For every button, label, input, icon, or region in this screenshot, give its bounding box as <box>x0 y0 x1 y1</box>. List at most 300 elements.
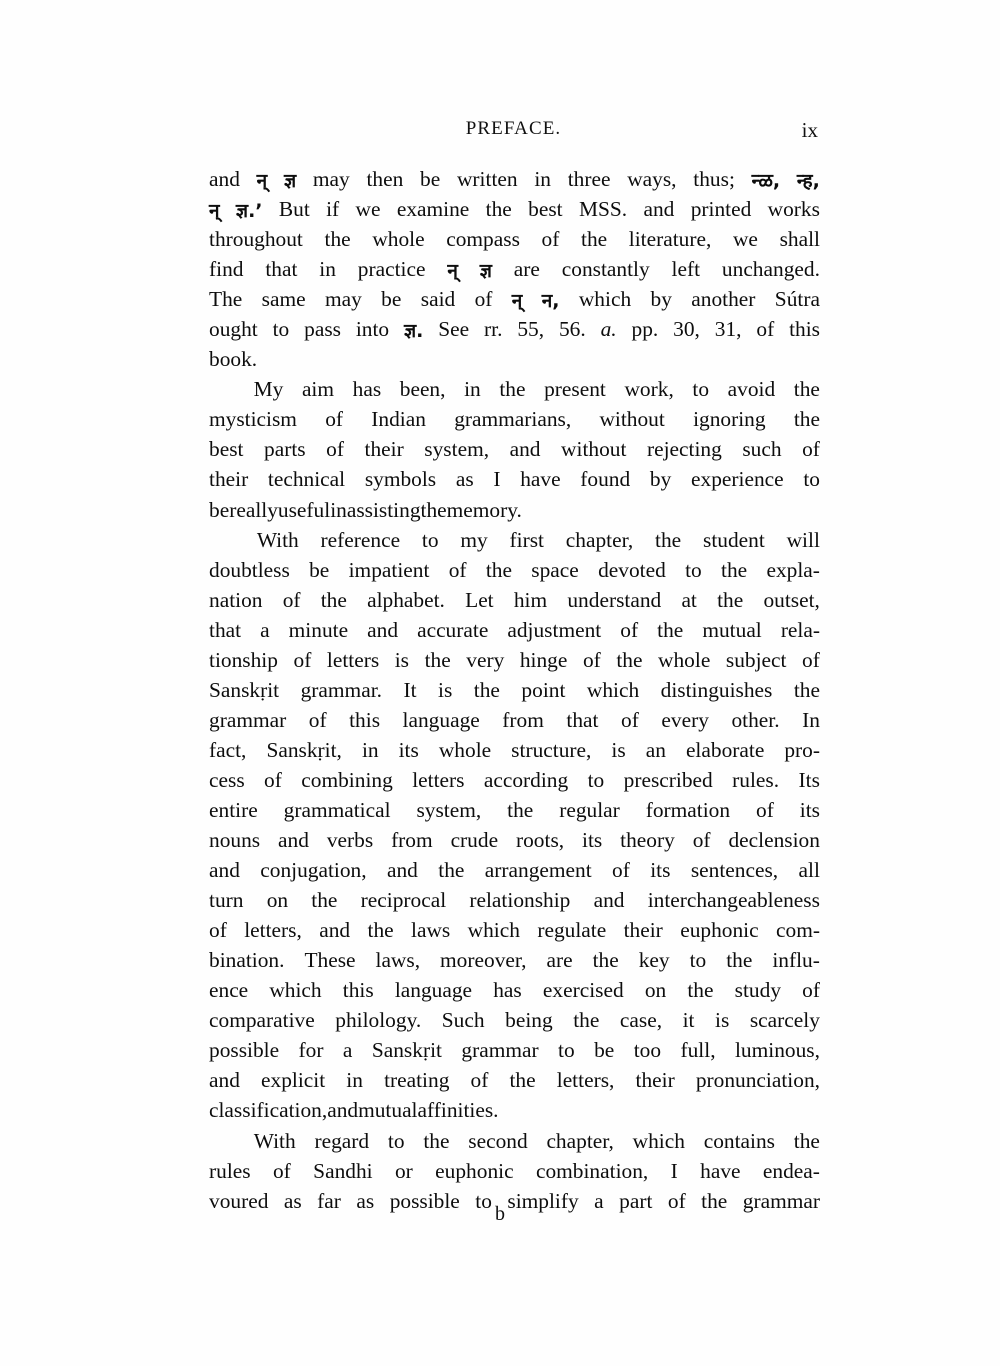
word: practice <box>357 257 426 282</box>
word: without <box>561 437 627 462</box>
word: ence <box>209 978 249 1003</box>
word: to <box>387 1128 405 1153</box>
text-line <box>209 735 820 765</box>
word: to <box>421 527 439 552</box>
word: compass <box>446 227 520 252</box>
word: constantly <box>561 257 650 282</box>
word: its <box>799 797 820 822</box>
word: as <box>455 467 474 492</box>
word: formation <box>645 797 731 822</box>
word: first <box>509 527 544 552</box>
devanagari-glyph: न् <box>209 200 220 223</box>
text-line <box>209 464 820 494</box>
word: entire <box>209 797 258 822</box>
word: regard <box>314 1128 370 1153</box>
word: all <box>798 858 820 883</box>
word: chapter, <box>565 527 634 552</box>
word: and <box>386 858 418 883</box>
word: printed <box>690 197 752 222</box>
word: second <box>468 1128 528 1153</box>
word: letters <box>412 767 465 792</box>
word: another <box>691 287 756 312</box>
word: the <box>687 978 714 1003</box>
word: crude <box>450 828 499 853</box>
word: doubtless <box>209 557 290 582</box>
word: grammar <box>742 1188 820 1213</box>
word: as <box>356 1188 375 1213</box>
word: three <box>567 167 611 191</box>
word: of <box>756 797 774 822</box>
word: nouns <box>209 828 261 853</box>
text-line <box>209 945 820 975</box>
word: of <box>470 1068 489 1093</box>
word: be <box>381 287 402 312</box>
word: their <box>635 1068 675 1093</box>
word: Sanskṛit <box>371 1038 442 1063</box>
word: of <box>293 647 312 672</box>
word: which <box>467 918 520 943</box>
word: then <box>366 167 404 191</box>
word: by <box>649 467 672 492</box>
word: in <box>346 1068 363 1093</box>
word: of <box>620 617 639 642</box>
word: interchangeableness <box>647 888 820 913</box>
word: to <box>587 767 605 792</box>
word: moreover, <box>440 948 527 973</box>
word: is <box>611 737 626 762</box>
word: impatient <box>348 557 430 582</box>
word: the <box>657 617 684 642</box>
word: been, <box>399 377 446 402</box>
word: combining <box>301 767 393 792</box>
devanagari-glyph: न, <box>541 290 560 313</box>
text-line <box>209 374 820 404</box>
word: regulate <box>537 918 607 943</box>
italic-word: a. <box>600 317 617 342</box>
word: find <box>209 257 244 282</box>
word: best <box>528 197 563 222</box>
word: nation <box>209 587 263 612</box>
word: But <box>278 197 310 222</box>
word: See <box>438 317 470 342</box>
word: in <box>361 737 379 762</box>
word: this <box>342 978 374 1003</box>
word: to <box>685 557 702 582</box>
word: understand <box>567 587 662 612</box>
word: at <box>681 587 697 612</box>
word: of <box>802 647 820 672</box>
word: the <box>581 227 608 252</box>
word: have <box>700 1158 741 1183</box>
word: elaborate <box>685 737 765 762</box>
text-line <box>209 194 820 224</box>
word: luminous, <box>734 1038 820 1063</box>
numeral: 56. <box>558 317 586 342</box>
word: are <box>546 948 573 973</box>
word: These <box>304 948 356 973</box>
word: of <box>474 287 493 312</box>
word: euphonic <box>680 918 759 943</box>
word: be <box>594 1038 615 1063</box>
devanagari-glyph: न्ळ, <box>751 170 781 192</box>
word: from <box>391 828 433 853</box>
word: of <box>802 978 820 1003</box>
word: which <box>586 677 640 702</box>
word: combination, <box>535 1158 649 1183</box>
text-line <box>209 164 820 194</box>
word: literature, <box>628 227 712 252</box>
word: reciprocal <box>360 888 447 913</box>
word: the <box>311 888 338 913</box>
word: are <box>513 257 540 282</box>
word: distinguishes <box>660 677 773 702</box>
word: to <box>692 377 710 402</box>
word: of <box>802 437 820 462</box>
word: will <box>786 527 820 552</box>
text-line <box>209 1005 820 1035</box>
word: of <box>448 557 467 582</box>
word: It <box>403 677 417 702</box>
word: of <box>325 407 344 432</box>
word: this <box>789 317 820 342</box>
word: space <box>531 557 579 582</box>
word: grammar <box>461 1038 539 1063</box>
word: the <box>793 1128 820 1153</box>
word: letters <box>326 647 380 672</box>
word: is <box>715 1008 730 1033</box>
word: may <box>324 287 362 312</box>
word: this <box>349 707 381 732</box>
word: laws, <box>375 948 421 973</box>
word: student <box>703 527 765 552</box>
text-line <box>209 975 820 1005</box>
word: in <box>464 377 481 402</box>
word: an <box>645 737 666 762</box>
word: pp. <box>631 317 659 342</box>
word: a <box>594 1188 604 1213</box>
text-line <box>209 495 820 525</box>
word: verbs <box>326 828 374 853</box>
word: other. <box>731 707 780 732</box>
word: and <box>509 437 541 462</box>
word: its <box>582 828 603 853</box>
word: being <box>505 1008 553 1033</box>
devanagari-glyph: न्ह, <box>796 170 820 192</box>
devanagari-glyph: न् <box>511 290 523 313</box>
text-line <box>209 645 820 675</box>
word: is <box>394 647 409 672</box>
word: the <box>655 527 682 552</box>
word: language <box>402 707 480 732</box>
word: throughout <box>209 227 303 252</box>
word: I <box>493 467 501 492</box>
word: grammar. <box>300 677 382 702</box>
word: assisting <box>346 497 421 522</box>
word: to <box>803 467 820 492</box>
word: the <box>793 407 820 432</box>
word: tionship <box>209 647 278 672</box>
word: the <box>509 1068 536 1093</box>
word: and <box>209 858 240 883</box>
word: ignoring <box>693 407 766 432</box>
text-line <box>209 795 820 825</box>
word: letters, <box>556 1068 615 1093</box>
word: exercised <box>542 978 624 1003</box>
word: may <box>312 167 350 191</box>
word: arrangement <box>484 858 592 883</box>
paragraph <box>209 374 820 524</box>
word: theory <box>620 828 675 853</box>
word: the <box>793 677 820 702</box>
paragraph <box>209 164 820 374</box>
word: reference <box>320 527 401 552</box>
text-line <box>209 254 820 284</box>
word: on <box>644 978 667 1003</box>
word: possible <box>209 1038 280 1063</box>
paragraph <box>209 525 820 1126</box>
word: my <box>460 527 488 552</box>
numeral: 30, <box>673 317 700 342</box>
word: expla- <box>766 557 820 582</box>
devanagari-glyph: ज्ञ <box>283 170 297 192</box>
text-line <box>209 224 820 254</box>
word: for <box>298 1038 324 1063</box>
word: voured <box>209 1188 269 1213</box>
word: their <box>209 467 249 492</box>
word: of <box>541 227 560 252</box>
word: com- <box>776 918 820 943</box>
running-head-title: PREFACE. <box>465 118 562 139</box>
word: symbols <box>364 467 437 492</box>
word: of <box>209 918 227 943</box>
text-line <box>209 434 820 464</box>
text-line <box>209 825 820 855</box>
word: be <box>209 497 230 522</box>
word: Such <box>441 1008 485 1033</box>
word: the <box>726 948 753 973</box>
text-line <box>209 404 820 434</box>
word: alphabet. <box>367 587 445 612</box>
word: said <box>420 287 456 312</box>
word: pass <box>304 317 341 342</box>
page-folio-number: ix <box>801 118 818 142</box>
word: every <box>661 707 709 732</box>
word: euphonic <box>435 1158 514 1183</box>
text-line <box>209 344 820 374</box>
word: system, <box>416 797 482 822</box>
word: devoted <box>598 557 666 582</box>
word: to <box>689 948 707 973</box>
word: is <box>438 677 453 702</box>
word: case, <box>619 1008 663 1033</box>
word: bination. <box>209 948 285 973</box>
word: from <box>502 707 544 732</box>
word: left <box>671 257 701 282</box>
word: a <box>260 617 270 642</box>
word: whole <box>438 737 492 762</box>
body-text-block <box>209 164 820 1216</box>
word: the <box>438 858 465 883</box>
text-line <box>209 1156 820 1186</box>
word: it <box>682 1008 695 1033</box>
word: the <box>324 227 351 252</box>
word: has <box>352 377 382 402</box>
word: their <box>623 918 663 943</box>
word: Indian <box>371 407 426 432</box>
word: grammatical <box>283 797 391 822</box>
word: be <box>420 167 441 191</box>
word: contains <box>703 1128 776 1153</box>
text-line <box>209 705 820 735</box>
word: a <box>342 1038 353 1063</box>
word: system, <box>424 437 490 462</box>
word: MSS. <box>578 197 628 222</box>
word: such <box>742 437 782 462</box>
word: to <box>272 317 290 342</box>
word: parts <box>264 437 306 462</box>
word: the <box>507 797 534 822</box>
word: into <box>355 317 390 342</box>
word: regular <box>559 797 620 822</box>
signature-mark: b <box>495 1203 505 1225</box>
text-line <box>209 765 820 795</box>
word: the <box>717 587 744 612</box>
word: to <box>475 1188 492 1213</box>
word: its <box>650 858 671 883</box>
word: shall <box>779 227 820 252</box>
word: or <box>394 1158 413 1183</box>
devanagari-glyph: ज्ञ <box>479 260 492 283</box>
word: With <box>253 1128 296 1153</box>
word: and <box>319 918 351 943</box>
word: the <box>473 677 500 702</box>
word: in <box>330 497 347 522</box>
word: rules <box>209 1158 251 1183</box>
word: on <box>266 888 289 913</box>
word: the <box>499 377 526 402</box>
word: we <box>732 227 758 252</box>
word: rela- <box>780 617 820 642</box>
text-line <box>209 1065 820 1095</box>
text-line <box>209 885 820 915</box>
word: useful <box>277 497 331 522</box>
word: scarcely <box>749 1008 820 1033</box>
word: relationship <box>469 888 571 913</box>
text-line <box>209 615 820 645</box>
running-head <box>209 118 818 144</box>
word: part <box>619 1188 653 1213</box>
word: we <box>355 197 381 222</box>
word: the <box>721 557 748 582</box>
devanagari-glyph: न् <box>447 260 458 283</box>
word: affinities. <box>417 1098 499 1123</box>
text-line <box>209 915 820 945</box>
word: technical <box>267 467 346 492</box>
text-line <box>209 284 820 314</box>
word: written <box>456 167 518 191</box>
word: chapter, <box>546 1128 614 1153</box>
word: to <box>558 1038 575 1063</box>
word: of <box>621 707 639 732</box>
word: mutual <box>358 1098 418 1123</box>
text-line <box>209 1126 820 1156</box>
word: really <box>229 497 278 522</box>
word: work, <box>624 377 674 402</box>
devanagari-glyph: न् <box>256 170 268 192</box>
word: by <box>650 287 672 312</box>
word: rr. <box>484 317 503 342</box>
word: of <box>692 828 711 853</box>
word: found <box>580 467 631 492</box>
word: avoid <box>727 377 776 402</box>
word: ways, <box>627 167 677 191</box>
word: laws <box>411 918 451 943</box>
word: pronunciation, <box>695 1068 820 1093</box>
word: classification, <box>209 1098 328 1123</box>
numeral: 55, <box>517 317 545 342</box>
text-line <box>209 855 820 885</box>
word: and <box>209 167 240 191</box>
word: subject <box>725 647 787 672</box>
word: have <box>520 467 561 492</box>
word: memory. <box>446 497 522 522</box>
word: grammar <box>209 707 287 732</box>
word: which <box>578 287 632 312</box>
word: the <box>793 377 820 402</box>
word: mysticism <box>209 407 297 432</box>
word: present <box>544 377 606 402</box>
word: the <box>485 197 512 222</box>
word: letters, <box>244 918 302 943</box>
devanagari-glyph: ज्ञ. <box>404 320 424 343</box>
word: hinge <box>519 647 568 672</box>
word: of <box>612 858 630 883</box>
word: point <box>521 677 566 702</box>
word: that <box>209 617 242 642</box>
word: I <box>670 1158 678 1183</box>
word: in <box>534 167 551 191</box>
word: With <box>256 527 299 552</box>
text-line <box>209 525 820 555</box>
word: according <box>483 767 569 792</box>
word: of <box>272 1158 291 1183</box>
word: ought <box>209 317 258 342</box>
word: roots, <box>515 828 565 853</box>
word: the <box>592 948 619 973</box>
word: of <box>264 767 282 792</box>
word: language <box>394 978 473 1003</box>
word: structure, <box>511 737 592 762</box>
word: and <box>643 197 675 222</box>
word: In <box>802 707 820 732</box>
word: and <box>593 888 625 913</box>
word: has <box>493 978 522 1003</box>
word: works <box>767 197 820 222</box>
word: the <box>424 647 451 672</box>
word: prescribed <box>623 767 713 792</box>
text-line <box>209 555 820 585</box>
text-line <box>209 314 820 344</box>
word: and <box>367 617 399 642</box>
word: same <box>261 287 306 312</box>
word: Sandhi <box>313 1158 373 1183</box>
word: pro- <box>784 737 820 762</box>
word: Let <box>465 587 494 612</box>
word: unchanged. <box>721 257 820 282</box>
word: Sútra <box>774 287 820 312</box>
word: My <box>253 377 284 402</box>
word: outset, <box>763 587 820 612</box>
